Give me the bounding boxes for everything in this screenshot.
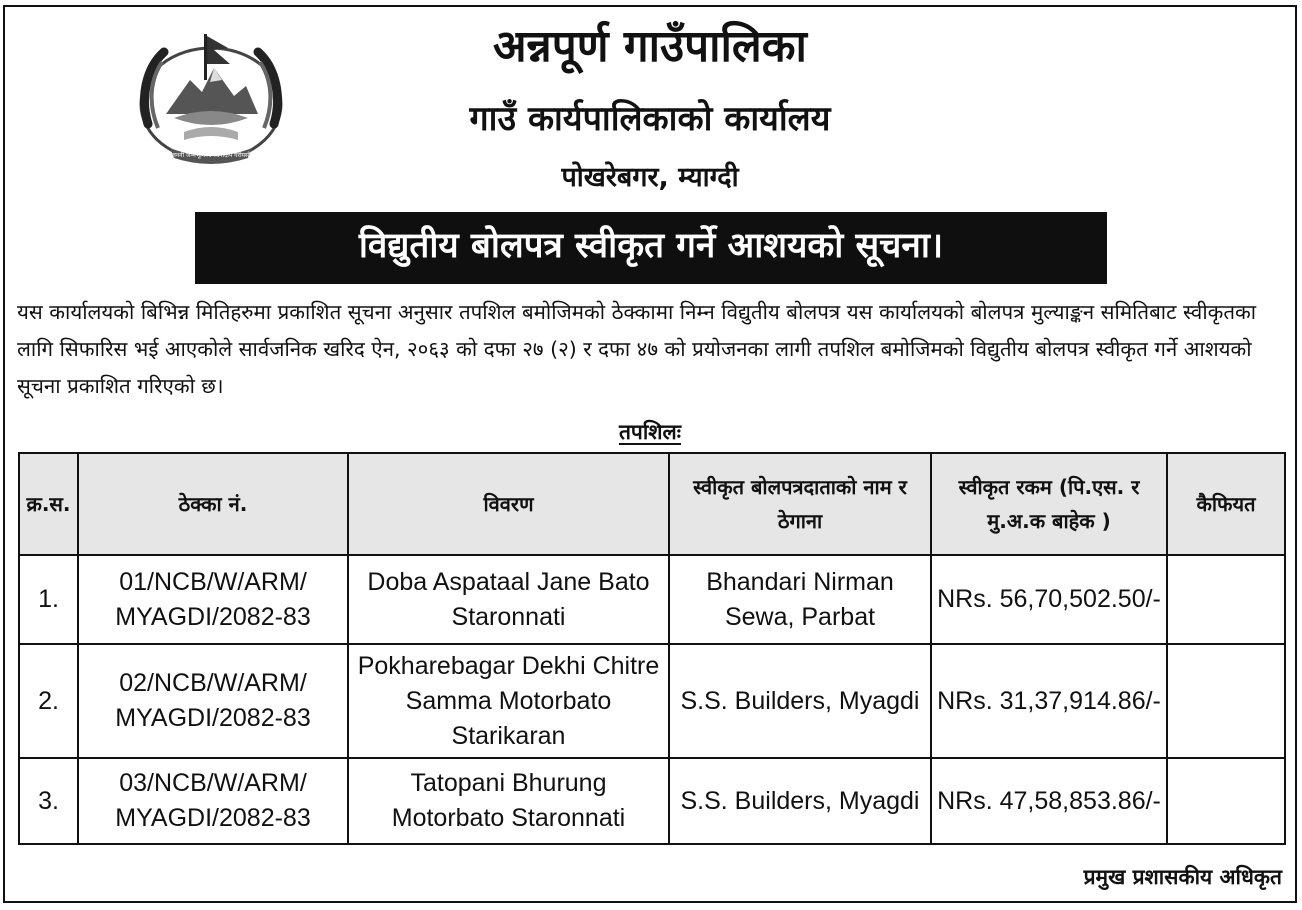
emblem-motto-text: जननी जन्मभूमिश्च स्वर्गादपि गरीयसी [171,152,251,159]
cell-contract-no: 03/NCB/W/ARM/ MYAGDI/2082-83 [78,758,348,844]
column-header-bidder: स्वीकृत बोलपत्रदाताको नाम र ठेगाना [669,453,931,555]
nepal-emblem-icon [130,28,292,168]
office-location: पोखरेबगर, म्याग्दी [561,162,739,193]
column-header-amount: स्वीकृत रकम (पि.एस. र मु.अ.क बाहेक ) [931,453,1167,555]
signatory-title: प्रमुख प्रशासकीय अधिकृत [1083,865,1282,889]
cell-description: Pokharebagar Dekhi Chitre Samma Motorbato Starikaran [348,644,669,758]
cell-bidder: Bhandari Nirman Sewa, Parbat [669,555,931,644]
cell-remarks [1167,555,1285,644]
schedule-heading-text: तपशिलः [618,420,682,444]
notice-body: यस कार्यालयको बिभिन्न मितिहरुमा प्रकाशित सूचना अनुसार तपशिल बमोजिमको ठेक्कामा निम्न विद्युतीय बोलपत्र यस कार्यालयको बोलपत्र मुल्याङ्कन समितिबाट स्वीकृतका लागि सिफारिस भई आएकोले सार्वजनिक खरिद ऐन, २०६३ को दफा २७ (२) र दफा ४७ को प्रयोजनका लागी तपशिल बमोजिमको विद्युतीय बोलपत्र स्वीकृत गर्ने आशयको सूचना प्रकाशित गरिएको छ। [17,300,1257,398]
notice-title: विद्युतीय बोलपत्र स्वीकृत गर्ने आशयको सूचना। [195,212,1107,284]
cell-remarks [1167,644,1285,758]
table-row [19,555,1285,644]
column-header-sn: क्र.स. [19,453,78,555]
office-name: गाउँ कार्यपालिकाको कार्यालय [469,99,831,139]
table-row [19,758,1285,844]
cell-sn: 3. [19,758,78,844]
cell-sn: 2. [19,644,78,758]
cell-contract-no: 01/NCB/W/ARM/ MYAGDI/2082-83 [78,555,348,644]
organization-name: अन्नपूर्ण गाउँपालिका [493,21,807,72]
cell-amount: NRs. 56,70,502.50/- [931,555,1167,644]
cell-amount: NRs. 47,58,853.86/- [931,758,1167,844]
tender-table [18,452,1286,845]
cell-description: Tatopani Bhurung Motorbato Staronnati [348,758,669,844]
cell-contract-no: 02/NCB/W/ARM/ MYAGDI/2082-83 [78,644,348,758]
column-header-remarks: कैफियत [1167,453,1285,555]
table-header-row [19,453,1285,555]
cell-description: Doba Aspataal Jane Bato Staronnati [348,555,669,644]
cell-bidder: S.S. Builders, Myagdi [669,758,931,844]
cell-sn: 1. [19,555,78,644]
cell-remarks [1167,758,1285,844]
cell-bidder: S.S. Builders, Myagdi [669,644,931,758]
table-row [19,644,1285,758]
column-header-description: विवरण [348,453,669,555]
schedule-heading [560,418,740,446]
column-header-contract-no: ठेक्का नं. [78,453,348,555]
cell-amount: NRs. 31,37,914.86/- [931,644,1167,758]
